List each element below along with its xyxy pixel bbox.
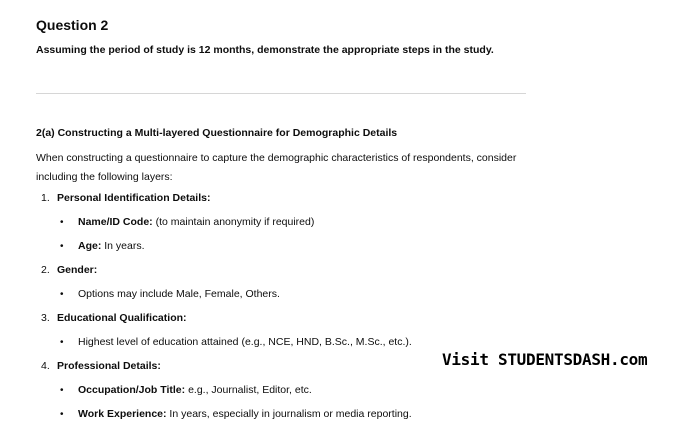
divider (36, 93, 526, 94)
bullet-text: Options may include Male, Female, Others. (78, 288, 280, 300)
bullet-bold: Work Experience: (78, 408, 167, 420)
bullet-bold: Name/ID Code: (78, 216, 153, 228)
bullet-item (60, 336, 412, 348)
section-intro: When constructing a questionnaire to capture the demographic characteristics of respondents, consider including the following layers: (36, 152, 517, 183)
bullet-text: (to maintain anonymity if required) (152, 216, 315, 228)
bullet-bold: Age: (78, 240, 102, 252)
bullet-dot: • (60, 337, 64, 348)
bullet-text: In years. (101, 240, 145, 252)
bullet-dot: • (60, 385, 64, 396)
list-label: Gender: (57, 264, 98, 276)
bullet-dot: • (60, 409, 64, 420)
bullet-item (60, 240, 145, 252)
list-number: 3. (41, 312, 50, 324)
list-item-gender (41, 264, 97, 276)
bullet-item (60, 216, 314, 228)
list-label: Educational Qualification: (57, 312, 187, 324)
bullet-item (60, 384, 312, 396)
watermark-text: Visit STUDENTSDASH.com (442, 350, 648, 369)
bullet-item (60, 408, 412, 420)
bullet-item (60, 288, 280, 300)
bullet-bold: Occupation/Job Title: (78, 384, 186, 396)
question-title: Question 2 (36, 17, 109, 33)
question-text: Assuming the period of study is 12 months, demonstrate the appropriate steps in the study. (36, 44, 494, 56)
bullet-dot: • (60, 289, 64, 300)
bullet-dot: • (60, 241, 64, 252)
list-number: 4. (41, 360, 50, 372)
list-label: Professional Details: (57, 360, 161, 372)
list-number: 1. (41, 192, 50, 204)
section-heading: 2(a) Constructing a Multi-layered Questionnaire for Demographic Details (36, 127, 398, 139)
bullet-dot: • (60, 217, 64, 228)
bullet-text: e.g., Journalist, Editor, etc. (185, 384, 312, 396)
bullet-text: Highest level of education attained (e.g., NCE, HND, B.Sc., M.Sc., etc.). (78, 336, 412, 348)
list-item-personal-identification (41, 192, 210, 204)
bullet-text: In years, especially in journalism or media reporting. (166, 408, 412, 420)
list-number: 2. (41, 264, 50, 276)
list-item-professional-details (41, 360, 161, 372)
list-label: Personal Identification Details: (57, 192, 211, 204)
list-item-educational-qualification (41, 312, 187, 324)
